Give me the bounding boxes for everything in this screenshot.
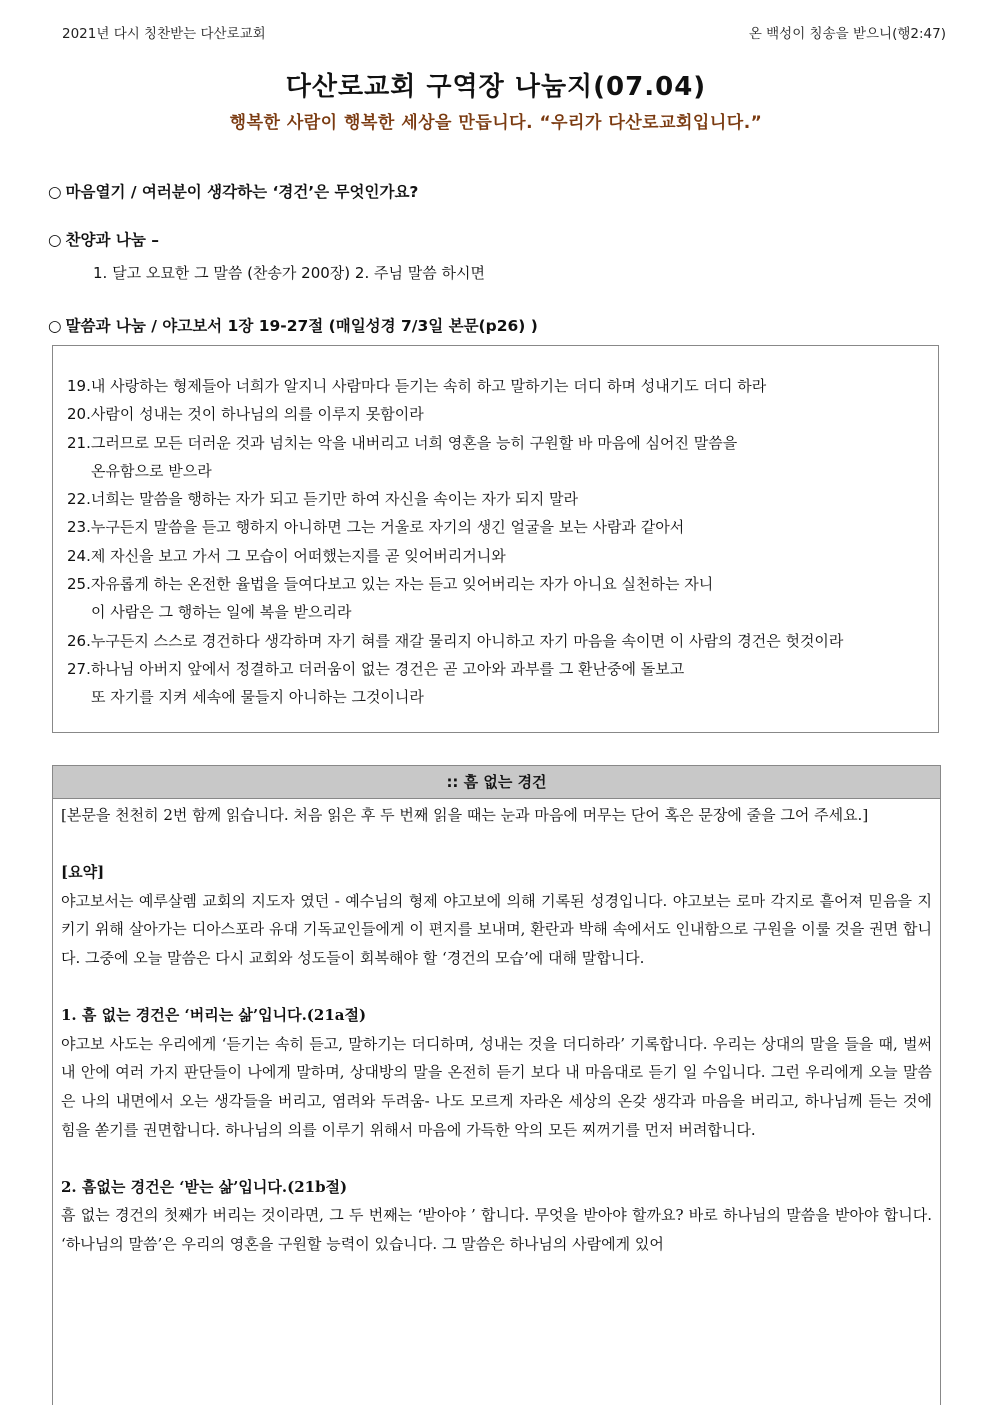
section-word-text: 말씀과 나눔 / 야고보서 1장 19-27절 (매일성경 7/3일 본문(p26) ) — [65, 317, 538, 335]
summary-text: 야고보서는 예루살렘 교회의 지도자 였던 - 예수님의 형제 야고보에 의해 기록된 성경입니다. 야고보는 로마 각지로 흩어져 믿음을 지키기 위해 살아가는 디아스포라 유대 기독교인들에게 이 편지를 보내며, 환란과 박해 속에서도 인내함으로 구원을 이룰 것을 권면 합니다. 그중에 오늘 말씀은 다시 교회와 성도들이 회복해야 할 ‘경건의 모습’에 대해 말합니다. — [61, 891, 932, 967]
point-1-heading: 1. 흠 없는 경건은 ‘버리는 삶’입니다.(21a절) — [61, 1006, 367, 1025]
verse: 20.사람이 성내는 것이 하나님의 의를 이루지 못함이라 — [67, 405, 424, 424]
section-word — [48, 314, 538, 336]
commentary-body — [53, 799, 940, 1259]
verse: 27.하나님 아버지 앞에서 정결하고 더러움이 없는 경건은 곧 고아와 과부를 그 환난중에 돌보고 또 자기를 지켜 세속에 물들지 아니하는 그것이니라 — [67, 659, 685, 707]
circle-bullet-icon: ○ — [48, 231, 62, 249]
section-heart-opening — [48, 180, 418, 202]
point-2-text: 흠 없는 경건의 첫째가 버리는 것이라면, 그 두 번째는 ‘받아야 ’ 합니다. 무엇을 받아야 할까요? 바로 하나님의 말씀을 받아야 합니다. ‘하나님의 말씀’은 우리의 영혼을 구원할 능력이 있습니다. 그 말씀은 하나님의 사람에게 있어 — [61, 1206, 932, 1253]
header-right: 온 백성이 칭송을 받으니(행2:47) — [748, 26, 946, 42]
section-heart-opening-text: 마음열기 / 여러분이 생각하는 ‘경건’은 무엇인가요? — [65, 183, 419, 201]
circle-bullet-icon: ○ — [48, 317, 62, 335]
page-title: 다산로교회 구역장 나눔지(07.04) — [285, 72, 707, 102]
point-2-heading: 2. 흠없는 경건은 ‘받는 삶’입니다.(21b절) — [61, 1177, 348, 1196]
page-subtitle: 행복한 사람이 행복한 세상을 만듭니다. “우리가 다산로교회입니다.” — [229, 113, 763, 133]
verse: 22.너희는 말씀을 행하는 자가 되고 듣기만 하여 자신을 속이는 자가 되지 말라 — [67, 490, 579, 509]
header-left: 2021년 다시 칭찬받는 다산로교회 — [62, 26, 266, 42]
verse: 26.누구든지 스스로 경건하다 생각하며 자기 혀를 재갈 물리지 아니하고 자기 마음을 속이면 이 사람의 경건은 헛것이라 — [67, 631, 844, 650]
verse: 19.내 사랑하는 형제들아 너희가 알지니 사람마다 듣기는 속히 하고 말하기는 더디 하며 성내기도 더디 하라 — [67, 377, 767, 395]
section-praise-text: 찬양과 나눔 – — [65, 231, 159, 249]
section-praise — [48, 228, 159, 250]
commentary-box-title: :: 흠 없는 경건 — [53, 766, 940, 799]
verse: 23.누구든지 말씀을 듣고 행하지 아니하면 그는 거울로 자기의 생긴 얼굴을 보는 사람과 같아서 — [67, 518, 685, 537]
verse: 25.자유롭게 하는 온전한 율법을 들여다보고 있는 자는 듣고 잊어버리는 자가 아니요 실천하는 자니 이 사람은 그 행하는 일에 복을 받으리라 — [67, 575, 714, 622]
commentary-box — [52, 765, 941, 1405]
verse: 21.그러므로 모든 더러운 것과 넘치는 악을 내버리고 너희 영혼을 능히 구원할 바 마음에 심어진 말씀을 온유함으로 받으라 — [67, 433, 738, 480]
hymn-list: 1. 달고 오묘한 그 말씀 (찬송가 200장) 2. 주님 말씀 하시면 — [93, 264, 485, 282]
verse: 24.제 자신을 보고 가서 그 모습이 어떠했는지를 곧 잊어버리거니와 — [67, 546, 506, 565]
scripture-box — [52, 345, 939, 733]
summary-heading: [요약] — [61, 863, 105, 882]
reading-instruction: [본문을 천천히 2번 함께 읽습니다. 처음 읽은 후 두 번째 읽을 때는 눈과 마음에 머무는 단어 혹은 문장에 줄을 그어 주세요.] — [61, 806, 869, 824]
point-1-text: 야고보 사도는 우리에게 ‘듣기는 속히 듣고, 말하기는 더디하며, 성내는 것을 더디하라’ 기록합니다. 우리는 상대의 말을 들을 때, 벌써 내 안에 여러 가지 판단들이 나에게 말하며, 상대방의 말을 온전히 듣기 보다 내 마음대로 듣기 일 수입니다. 그런 우리에게 오늘 말씀은 나의 내면에서 오는 생각들을 버리고, 염려와 두려움- 나도 모르게 자라온 세상의 온갖 생각과 마음을 버리고, 하나님께 듣는 것에 힘을 쏟기를 권면합니다. 하나님의 의를 이루기 위해서 마음에 가득한 악의 모든 찌꺼기를 먼저 버려합니다. — [61, 1034, 932, 1139]
circle-bullet-icon: ○ — [48, 183, 62, 201]
